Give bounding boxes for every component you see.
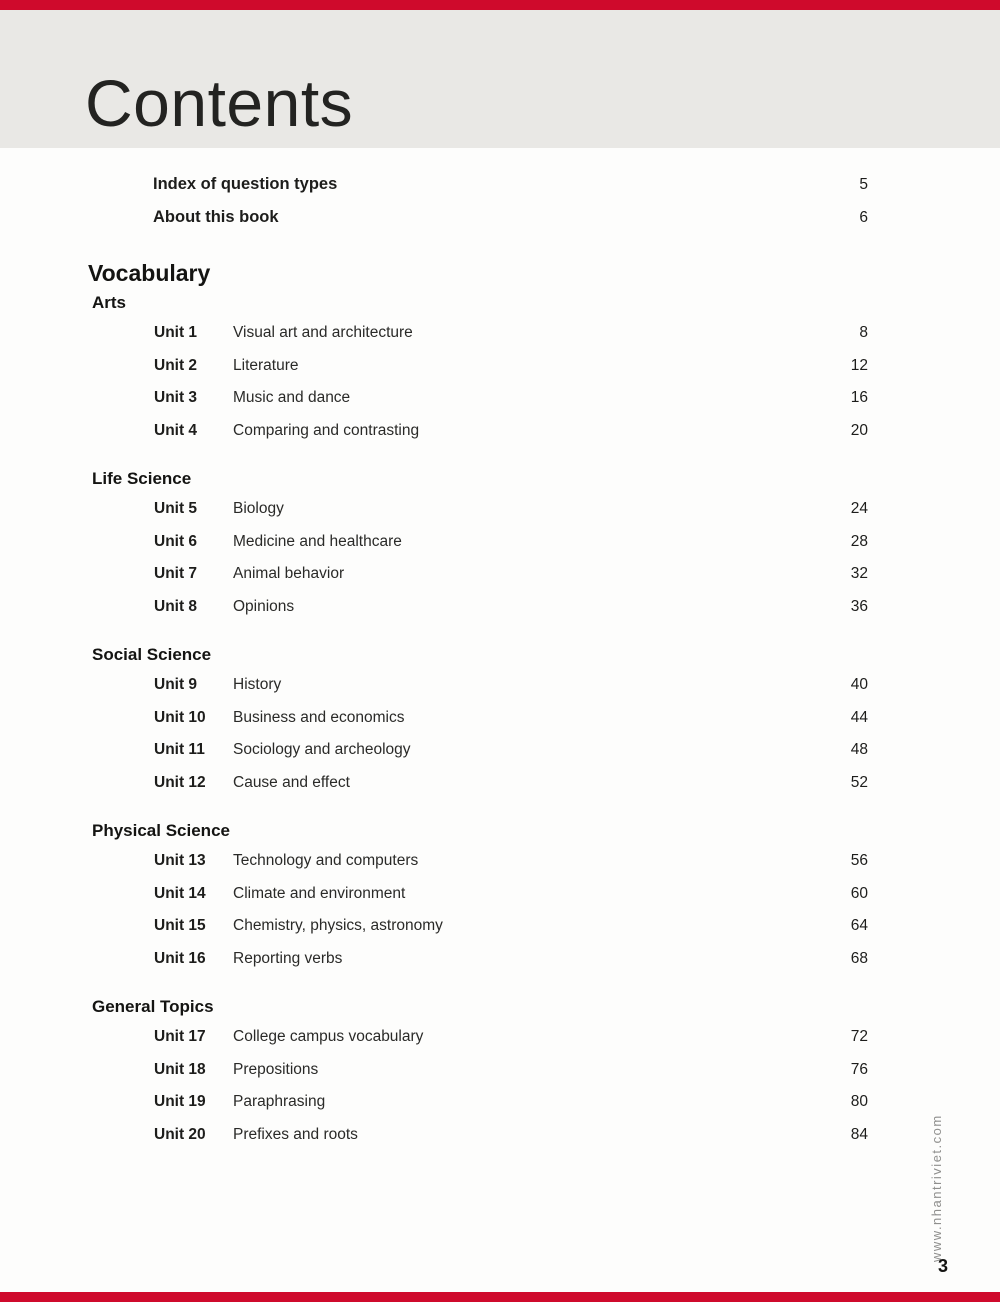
toc-group-arts [0,293,1000,453]
unit-title: Literature [233,356,299,374]
toc-entry [154,740,868,773]
unit-number: Unit 1 [154,324,198,341]
page-title: Contents [85,66,354,140]
unit-number: Unit 8 [154,597,198,615]
entry-page-number: 6 [859,209,868,226]
unit-number: Unit 12 [154,773,206,791]
unit-page-number: 48 [850,741,868,758]
unit-page-number: 44 [850,708,868,726]
unit-page-number: 72 [850,1028,868,1045]
bottom-accent-bar [0,1292,1000,1302]
toc-entry [154,356,868,389]
unit-page-number: 32 [850,565,868,582]
unit-number: Unit 15 [154,917,206,934]
unit-number: Unit 16 [154,949,206,967]
toc-entry [154,323,868,356]
toc-entry [154,1125,868,1158]
unit-number: Unit 7 [154,565,198,582]
unit-title: Chemistry, physics, astronomy [233,917,443,934]
unit-title: Comparing and contrasting [233,421,420,439]
unit-page-number: 60 [850,884,868,902]
unit-title: College campus vocabulary [233,1028,424,1045]
toc-entry-front-matter [153,207,868,240]
entry-label: About this book [153,208,279,226]
unit-page-number: 36 [850,597,868,615]
unit-page-number: 12 [850,356,868,374]
top-accent-bar [0,0,1000,10]
unit-number: Unit 19 [154,1093,206,1110]
unit-number: Unit 4 [154,421,198,439]
toc-group-general-topics [0,997,1000,1157]
unit-title: Music and dance [233,389,351,406]
unit-title: Cause and effect [233,773,350,791]
unit-page-number: 68 [850,949,868,967]
unit-title: Business and economics [233,708,405,726]
group-heading: Arts [92,293,127,312]
page-number: 3 [937,1256,948,1276]
toc-entry [154,1092,868,1125]
unit-number: Unit 17 [154,1028,206,1045]
toc-entry [154,773,868,806]
group-heading: Physical Science [92,821,230,840]
entry-label: Index of question types [153,175,338,193]
toc-group-physical-science [0,821,1000,981]
toc-entry [154,1060,868,1093]
unit-number: Unit 13 [154,852,206,869]
toc-entry [154,564,868,597]
unit-title: Technology and computers [233,852,419,869]
unit-number: Unit 11 [154,741,205,758]
unit-number: Unit 6 [154,532,198,550]
group-heading: Social Science [92,645,212,664]
unit-page-number: 80 [850,1093,868,1110]
unit-number: Unit 5 [154,500,198,517]
unit-page-number: 52 [850,773,868,791]
group-heading: General Topics [92,997,214,1016]
toc-entry [154,708,868,741]
toc-entry [154,499,868,532]
toc-entry [154,597,868,630]
unit-title: Paraphrasing [233,1093,326,1110]
toc-content [0,148,1000,1157]
unit-title: Medicine and healthcare [233,532,402,550]
unit-number: Unit 10 [154,708,206,726]
unit-title: Visual art and architecture [233,324,413,341]
toc-entry [154,884,868,917]
toc-entry [154,421,868,454]
publisher-watermark: www.nhantriviet.com [929,1114,944,1262]
toc-entry [154,1027,868,1060]
unit-page-number: 28 [850,532,868,550]
header-band [0,10,1000,148]
toc-entry [154,388,868,421]
unit-title: Sociology and archeology [233,741,411,758]
unit-title: Animal behavior [233,565,345,582]
unit-number: Unit 3 [154,389,198,406]
toc-entry [154,851,868,884]
unit-page-number: 16 [850,389,868,406]
unit-title: History [233,676,282,693]
toc-group-life-science [0,469,1000,629]
unit-number: Unit 20 [154,1125,206,1143]
unit-page-number: 64 [850,917,868,934]
unit-number: Unit 14 [154,884,206,902]
toc-entry [154,532,868,565]
entry-page-number: 5 [859,176,868,193]
unit-title: Biology [233,500,284,517]
unit-number: Unit 9 [154,676,198,693]
unit-page-number: 20 [850,421,868,439]
toc-entry [154,949,868,982]
unit-title: Prefixes and roots [233,1125,358,1143]
unit-title: Reporting verbs [233,949,343,967]
unit-title: Climate and environment [233,884,406,902]
section-heading-vocabulary: Vocabulary [88,260,211,286]
unit-number: Unit 2 [154,356,198,374]
unit-title: Opinions [233,597,295,615]
toc-entry-front-matter [153,174,868,207]
unit-page-number: 84 [850,1125,868,1143]
unit-page-number: 8 [859,324,868,341]
unit-page-number: 76 [850,1060,868,1078]
unit-number: Unit 18 [154,1060,206,1078]
toc-group-social-science [0,645,1000,805]
group-heading: Life Science [92,469,192,488]
unit-title: Prepositions [233,1060,319,1078]
unit-page-number: 56 [850,852,868,869]
unit-page-number: 40 [850,676,868,693]
unit-page-number: 24 [850,500,868,517]
toc-entry [154,675,868,708]
toc-entry [154,916,868,949]
